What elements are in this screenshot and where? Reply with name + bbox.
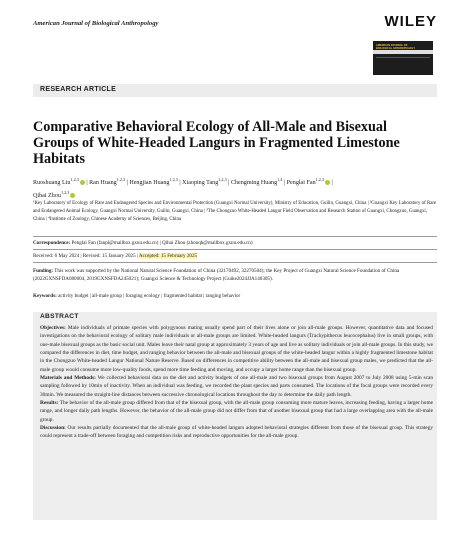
cover-rule (376, 57, 430, 58)
keywords: Keywords: activity budget | all-male group | foraging ecology | fragmented habitat | ranging behavior (33, 293, 241, 299)
journal-name: American Journal of Biological Anthropology (33, 20, 159, 27)
abstract-discussion: Discussion: Our results partially documented that the all-male group of white-headed langurs adopted behavioral strategies different from those of the bisexual group. This strategy could represent a trade-off between foraging and competition risks and reproductive opportunities for the all-male group. (40, 425, 434, 440)
divider (33, 249, 437, 250)
publisher-logo: WILEY (384, 13, 437, 30)
abstract-heading: ABSTRACT (40, 313, 79, 320)
orcid-icon[interactable] (325, 180, 330, 185)
author[interactable]: Hengjian Huang$^{1,2,3}$ (129, 177, 178, 187)
divider (33, 262, 437, 263)
author[interactable]: Ruoshuang Liu$^{1,2,3}$ (33, 180, 85, 186)
abstract-methods: Materials and Methods: We collected behavioral data on the diet and activity budgets of one all-male and two bisexual groups from August 2007 to July 2008 using 5-min scan sampling followed by 10min of inactivity. When an individual was feeding, we recorded the plant species and parts consumed. The locations of the focal groups were recorded every 30min. We measured the straight-line distances between successive chronological locations throughout the day to determine the daily path length. (40, 375, 434, 398)
article-dates: Received: 6 May 2024 | Revised: 15 January 2025 | Accepted: 15 February 2025 (33, 253, 198, 259)
journal-cover-thumbnail (373, 41, 433, 75)
accepted-date: Accepted: 15 February 2025 (138, 253, 198, 259)
article-title: Comparative Behavioral Ecology of All-Male and Bisexual Groups of White-Headed Langurs in Fragmented Limestone Habitats (33, 119, 400, 167)
abstract-objectives: Objectives: Male individuals of primate species with polygynous mating usually spend part of their lives alone or join all-male groups. However, quantitative data and focused investigations on the behavioral ecology of solitary male individuals or all-male groups are limited. White-headed langurs (Trachypithecus leucocephalus) live in small groups, with one-male bisexual groups as the basic social unit. Males leave their natal group at approximately 3 years of age and live as solitary individuals or join all-male groups. In this study, we compared the differences in diet, time budget, and ranging behavior between the all-male and bisexual groups of the white-headed langur within a highly fragmented limestone habitat in the Chongzuo White-headed Langur National Nature Reserve. Based on differences in competitive ability between the all-male and bisexual group males, we predicted that the all-male group would consume more low-quality foods, spend more time feeding and moving, and occupy a larger home range than the bisexual group. (40, 325, 433, 373)
revised-date: Revised: 15 January 2025 (82, 253, 136, 259)
correspondence: Correspondence: Penglai Fan (fanpl@mailbox.gxnu.edu.cn) | Qihai Zhou (zhouqh@mailbox.gxnu.edu.cn) (33, 240, 253, 246)
article-type: RESEARCH ARTICLE (40, 86, 117, 93)
funding: Funding: This work was supported by the National Natural Science Foundation of China (32170492, 32270504); the Key Project of Guangxi Natural Science Foundation of China (2022GXNSFDA080004, 2019GXNSFDA245021); Guangxi Science & Technology Project (Guike2024JJA140305). (33, 268, 400, 282)
cover-band (373, 50, 433, 54)
orcid-icon[interactable] (70, 193, 75, 198)
author[interactable]: Qihai Zhou$^{1,2,3}$ (33, 193, 75, 199)
author[interactable]: Xiaoping Tang$^{1,2,3}$ (182, 177, 227, 187)
received-date: Received: 6 May 2024 (33, 253, 80, 259)
divider (33, 236, 437, 237)
orcid-icon[interactable] (80, 180, 85, 185)
abstract-results: Results: The behavior of the all-male group differed from that of the bisexual group, with the all-male group consuming more mature leaves, increasing feeding, having a larger home range, and longer daily path lengths. However, the behavior of the all-male group did not differ from that of another bisexual group that had a large overlapping area with the all-male group. (40, 400, 434, 423)
cover-title: AMERICAN JOURNAL OF BIOLOGICAL ANTHROPOLOGY (376, 44, 416, 50)
author[interactable]: Chengming Huang$^{1,4}$ (230, 177, 283, 187)
affiliations: ¹Key Laboratory of Ecology of Rare and Endangered Species and Environmental Protection (Guangxi Normal University), Ministry of Education, Guilin, Guangxi, China | ²Guangxi Key Laboratory of Rare and Endangered Animal Ecology, Guangxi Normal University, Guilin, Guangxi, China | ³The Chongzuo White-Headed Langur Field Observation and Research Station of Guangxi, Chongzuo, Guangxi, China | ⁴Institute of Zoology, Chinese Academy of Sciences, Beijing, China (33, 201, 437, 223)
author[interactable]: Ran Huang$^{1,2,3}$ (89, 177, 126, 187)
author[interactable]: Penglai Fan$^{1,2,3}$ (287, 180, 330, 186)
correspondence-emails[interactable]: Penglai Fan (fanpl@mailbox.gxnu.edu.cn) | Qihai Zhou (zhouqh@mailbox.gxnu.edu.cn) (71, 240, 253, 246)
abstract-body (40, 324, 433, 441)
author-list: Ruoshuang Liu$^{1,2,3}$ | Ran Huang$^{1,2,3}$ | Hengjian Huang$^{1,2,3}$ | Xiaoping Tang$^{1,2,3}$ | Chengming Huang$^{1,4}$ | Penglai Fan$^{1,2,3}$ | Qihai Zhou$^{1,2,3}$ (33, 177, 333, 200)
